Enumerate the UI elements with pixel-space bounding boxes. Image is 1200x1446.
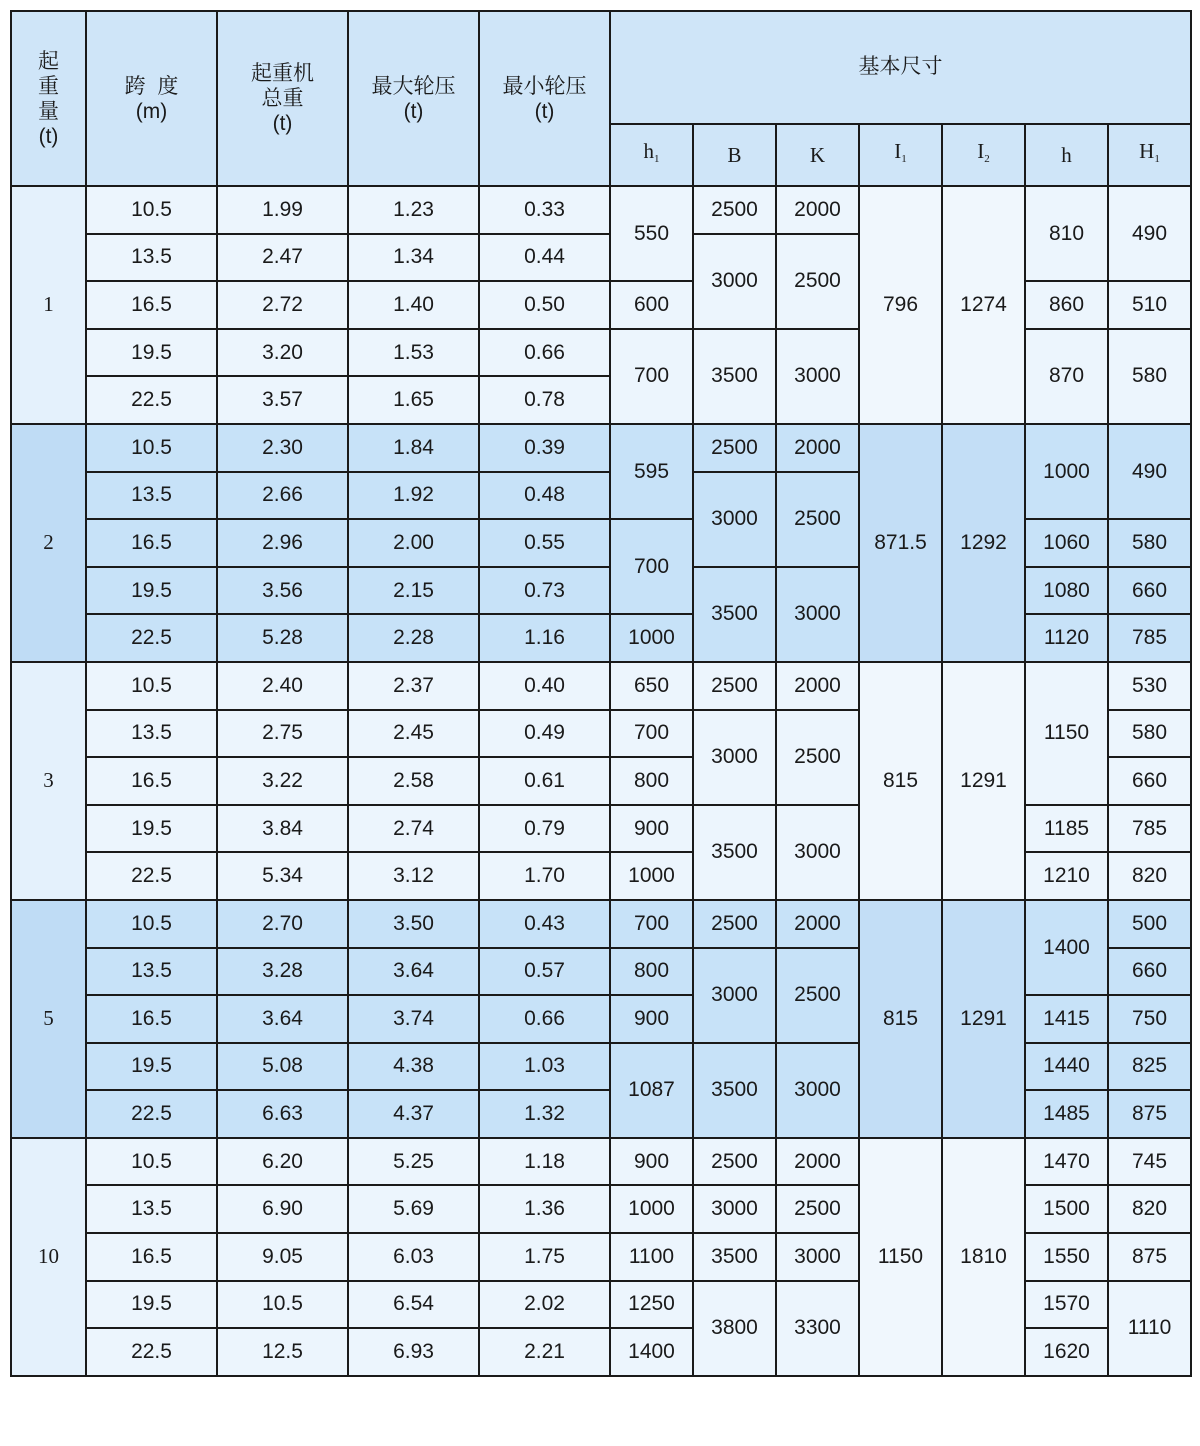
hh1-cell: 490 <box>1108 186 1191 281</box>
h1-cell: 900 <box>610 805 693 853</box>
crane-weight-header: 起重机 总重 (t) <box>217 11 348 186</box>
hh1-cell: 660 <box>1108 567 1191 615</box>
max-wheel-cell: 4.37 <box>348 1090 479 1138</box>
dim-i2-header: $I_2$ <box>942 124 1025 186</box>
min-wheel-cell: 1.75 <box>479 1233 610 1281</box>
span-cell: 13.5 <box>86 948 217 996</box>
h-cell: 1440 <box>1025 1043 1108 1091</box>
b-cell: 3500 <box>693 329 776 424</box>
span-cell: 16.5 <box>86 519 217 567</box>
span-cell: 10.5 <box>86 424 217 472</box>
dim-b-header: B <box>693 124 776 186</box>
hh1-cell: 785 <box>1108 614 1191 662</box>
k-cell: 2500 <box>776 948 859 1043</box>
span-cell: 13.5 <box>86 710 217 758</box>
k-cell: 2000 <box>776 424 859 472</box>
table-row <box>11 1138 1191 1186</box>
span-cell: 13.5 <box>86 472 217 520</box>
min-wheel-cell: 1.16 <box>479 614 610 662</box>
k-cell: 2000 <box>776 1138 859 1186</box>
h-cell: 1570 <box>1025 1281 1108 1329</box>
weight-cell: 1.99 <box>217 186 348 234</box>
h1-cell: 550 <box>610 186 693 281</box>
capacity-cell: 2 <box>11 424 86 662</box>
max-wheel-cell: 6.54 <box>348 1281 479 1329</box>
capacity-cell: 10 <box>11 1138 86 1376</box>
i2-cell: 1291 <box>942 662 1025 900</box>
weight-cell: 3.57 <box>217 376 348 424</box>
h1-cell: 700 <box>610 329 693 424</box>
max-wheel-load-header: 最大轮压 (t) <box>348 11 479 186</box>
capacity-group-1t <box>11 186 1191 424</box>
span-cell: 19.5 <box>86 1281 217 1329</box>
min-wheel-cell: 0.55 <box>479 519 610 567</box>
table-row <box>11 186 1191 234</box>
min-wheel-cell: 0.40 <box>479 662 610 710</box>
hh1-cell: 820 <box>1108 852 1191 900</box>
capacity-group-10t <box>11 1138 1191 1376</box>
weight-cell: 3.64 <box>217 995 348 1043</box>
hh1-cell: 490 <box>1108 424 1191 519</box>
min-wheel-cell: 0.43 <box>479 900 610 948</box>
b-cell: 2500 <box>693 662 776 710</box>
i1-cell: 815 <box>859 662 942 900</box>
min-wheel-cell: 0.78 <box>479 376 610 424</box>
min-wheel-cell: 0.79 <box>479 805 610 853</box>
min-wheel-cell: 0.33 <box>479 186 610 234</box>
hh1-cell: 825 <box>1108 1043 1191 1091</box>
min-wheel-cell: 1.18 <box>479 1138 610 1186</box>
min-wheel-cell: 0.48 <box>479 472 610 520</box>
b-cell: 3000 <box>693 472 776 567</box>
min-wheel-cell: 0.66 <box>479 329 610 377</box>
h-cell: 1120 <box>1025 614 1108 662</box>
b-cell: 3800 <box>693 1281 776 1376</box>
k-cell: 2000 <box>776 186 859 234</box>
hh1-cell: 660 <box>1108 757 1191 805</box>
min-wheel-cell: 1.03 <box>479 1043 610 1091</box>
h1-cell: 1250 <box>610 1281 693 1329</box>
max-wheel-cell: 2.74 <box>348 805 479 853</box>
dim-hh1-header: $H_1$ <box>1108 124 1191 186</box>
span-cell: 22.5 <box>86 1328 217 1376</box>
k-cell: 2500 <box>776 1185 859 1233</box>
i1-cell: 871.5 <box>859 424 942 662</box>
span-cell: 19.5 <box>86 329 217 377</box>
k-cell: 3300 <box>776 1281 859 1376</box>
max-wheel-cell: 1.65 <box>348 376 479 424</box>
hh1-cell: 785 <box>1108 805 1191 853</box>
min-wheel-cell: 0.61 <box>479 757 610 805</box>
max-wheel-cell: 1.84 <box>348 424 479 472</box>
basic-dimensions-header: 基本尺寸 <box>610 11 1191 124</box>
i2-cell: 1292 <box>942 424 1025 662</box>
min-wheel-cell: 0.57 <box>479 948 610 996</box>
h1-cell: 700 <box>610 519 693 614</box>
crane-spec-table <box>10 10 1192 1377</box>
h-cell: 1210 <box>1025 852 1108 900</box>
h-cell: 1500 <box>1025 1185 1108 1233</box>
weight-cell: 2.47 <box>217 234 348 282</box>
k-cell: 2500 <box>776 710 859 805</box>
max-wheel-cell: 3.64 <box>348 948 479 996</box>
hh1-cell: 750 <box>1108 995 1191 1043</box>
b-cell: 2500 <box>693 1138 776 1186</box>
span-cell: 10.5 <box>86 186 217 234</box>
h-cell: 1060 <box>1025 519 1108 567</box>
i2-cell: 1274 <box>942 186 1025 424</box>
h1-cell: 900 <box>610 995 693 1043</box>
weight-cell: 6.90 <box>217 1185 348 1233</box>
h1-cell: 1100 <box>610 1233 693 1281</box>
capacity-group-3t <box>11 662 1191 900</box>
b-cell: 3500 <box>693 805 776 900</box>
h-cell: 1080 <box>1025 567 1108 615</box>
hh1-cell: 500 <box>1108 900 1191 948</box>
min-wheel-cell: 2.02 <box>479 1281 610 1329</box>
max-wheel-cell: 3.12 <box>348 852 479 900</box>
h-cell: 1470 <box>1025 1138 1108 1186</box>
span-cell: 16.5 <box>86 1233 217 1281</box>
weight-cell: 2.75 <box>217 710 348 758</box>
h1-cell: 1087 <box>610 1043 693 1138</box>
hh1-cell: 510 <box>1108 281 1191 329</box>
span-cell: 22.5 <box>86 614 217 662</box>
weight-cell: 3.84 <box>217 805 348 853</box>
b-cell: 3000 <box>693 234 776 329</box>
weight-cell: 5.34 <box>217 852 348 900</box>
h-cell: 1550 <box>1025 1233 1108 1281</box>
b-cell: 3000 <box>693 710 776 805</box>
span-cell: 22.5 <box>86 852 217 900</box>
max-wheel-cell: 1.34 <box>348 234 479 282</box>
k-cell: 3000 <box>776 1233 859 1281</box>
i1-cell: 1150 <box>859 1138 942 1376</box>
max-wheel-cell: 5.25 <box>348 1138 479 1186</box>
table-row <box>11 662 1191 710</box>
dim-h1-header: $h_1$ <box>610 124 693 186</box>
min-wheel-cell: 1.70 <box>479 852 610 900</box>
hh1-cell: 660 <box>1108 948 1191 996</box>
weight-cell: 2.72 <box>217 281 348 329</box>
capacity-cell: 5 <box>11 900 86 1138</box>
k-cell: 2500 <box>776 472 859 567</box>
dim-h-header: h <box>1025 124 1108 186</box>
span-cell: 19.5 <box>86 567 217 615</box>
capacity-cell: 3 <box>11 662 86 900</box>
h-cell: 1185 <box>1025 805 1108 853</box>
weight-cell: 12.5 <box>217 1328 348 1376</box>
table-row <box>11 900 1191 948</box>
table-row <box>11 424 1191 472</box>
h-cell: 860 <box>1025 281 1108 329</box>
weight-cell: 5.08 <box>217 1043 348 1091</box>
h-cell: 1400 <box>1025 900 1108 995</box>
min-wheel-cell: 1.36 <box>479 1185 610 1233</box>
max-wheel-cell: 1.23 <box>348 186 479 234</box>
max-wheel-cell: 2.58 <box>348 757 479 805</box>
weight-cell: 2.70 <box>217 900 348 948</box>
i1-cell: 796 <box>859 186 942 424</box>
max-wheel-cell: 2.45 <box>348 710 479 758</box>
hh1-cell: 580 <box>1108 710 1191 758</box>
b-cell: 3000 <box>693 948 776 1043</box>
span-cell: 22.5 <box>86 376 217 424</box>
weight-cell: 9.05 <box>217 1233 348 1281</box>
weight-cell: 3.20 <box>217 329 348 377</box>
h-cell: 1620 <box>1025 1328 1108 1376</box>
max-wheel-cell: 5.69 <box>348 1185 479 1233</box>
weight-cell: 3.22 <box>217 757 348 805</box>
h1-cell: 595 <box>610 424 693 519</box>
h-cell: 1000 <box>1025 424 1108 519</box>
weight-cell: 3.56 <box>217 567 348 615</box>
k-cell: 3000 <box>776 805 859 900</box>
capacity-group-5t <box>11 900 1191 1138</box>
min-wheel-cell: 0.49 <box>479 710 610 758</box>
b-cell: 3000 <box>693 1185 776 1233</box>
span-cell: 19.5 <box>86 1043 217 1091</box>
h-cell: 1150 <box>1025 662 1108 805</box>
i2-cell: 1810 <box>942 1138 1025 1376</box>
h1-cell: 600 <box>610 281 693 329</box>
h1-cell: 700 <box>610 900 693 948</box>
weight-cell: 5.28 <box>217 614 348 662</box>
weight-cell: 2.30 <box>217 424 348 472</box>
span-cell: 16.5 <box>86 995 217 1043</box>
h1-cell: 1000 <box>610 614 693 662</box>
h-cell: 1415 <box>1025 995 1108 1043</box>
hh1-cell: 530 <box>1108 662 1191 710</box>
max-wheel-cell: 6.93 <box>348 1328 479 1376</box>
dim-k-header: K <box>776 124 859 186</box>
table-header <box>11 11 1191 186</box>
max-wheel-cell: 2.00 <box>348 519 479 567</box>
hh1-cell: 875 <box>1108 1090 1191 1138</box>
weight-cell: 2.66 <box>217 472 348 520</box>
span-cell: 22.5 <box>86 1090 217 1138</box>
b-cell: 2500 <box>693 900 776 948</box>
h1-cell: 1000 <box>610 852 693 900</box>
i2-cell: 1291 <box>942 900 1025 1138</box>
max-wheel-cell: 3.74 <box>348 995 479 1043</box>
h-cell: 810 <box>1025 186 1108 281</box>
b-cell: 2500 <box>693 186 776 234</box>
i1-cell: 815 <box>859 900 942 1138</box>
max-wheel-cell: 1.40 <box>348 281 479 329</box>
k-cell: 2000 <box>776 900 859 948</box>
dim-i1-header: $I_1$ <box>859 124 942 186</box>
min-wheel-cell: 0.73 <box>479 567 610 615</box>
h-cell: 870 <box>1025 329 1108 424</box>
k-cell: 2000 <box>776 662 859 710</box>
h1-cell: 700 <box>610 710 693 758</box>
h-cell: 1485 <box>1025 1090 1108 1138</box>
span-cell: 16.5 <box>86 757 217 805</box>
span-cell: 13.5 <box>86 1185 217 1233</box>
max-wheel-cell: 1.92 <box>348 472 479 520</box>
min-wheel-cell: 0.39 <box>479 424 610 472</box>
weight-cell: 2.96 <box>217 519 348 567</box>
weight-cell: 6.63 <box>217 1090 348 1138</box>
h1-cell: 800 <box>610 948 693 996</box>
weight-cell: 2.40 <box>217 662 348 710</box>
capacity-cell: 1 <box>11 186 86 424</box>
k-cell: 3000 <box>776 329 859 424</box>
h1-cell: 1400 <box>610 1328 693 1376</box>
max-wheel-cell: 6.03 <box>348 1233 479 1281</box>
b-cell: 2500 <box>693 424 776 472</box>
capacity-header: 起 重 量 (t) <box>11 11 86 186</box>
hh1-cell: 745 <box>1108 1138 1191 1186</box>
hh1-cell: 1110 <box>1108 1281 1191 1376</box>
span-cell: 16.5 <box>86 281 217 329</box>
hh1-cell: 580 <box>1108 329 1191 424</box>
h1-cell: 900 <box>610 1138 693 1186</box>
h1-cell: 650 <box>610 662 693 710</box>
min-wheel-cell: 0.50 <box>479 281 610 329</box>
min-wheel-cell: 2.21 <box>479 1328 610 1376</box>
k-cell: 2500 <box>776 234 859 329</box>
span-cell: 13.5 <box>86 234 217 282</box>
min-wheel-load-header: 最小轮压 (t) <box>479 11 610 186</box>
max-wheel-cell: 2.15 <box>348 567 479 615</box>
weight-cell: 3.28 <box>217 948 348 996</box>
span-cell: 10.5 <box>86 662 217 710</box>
min-wheel-cell: 0.44 <box>479 234 610 282</box>
b-cell: 3500 <box>693 1233 776 1281</box>
min-wheel-cell: 0.66 <box>479 995 610 1043</box>
max-wheel-cell: 2.37 <box>348 662 479 710</box>
hh1-cell: 875 <box>1108 1233 1191 1281</box>
hh1-cell: 580 <box>1108 519 1191 567</box>
weight-cell: 6.20 <box>217 1138 348 1186</box>
span-cell: 10.5 <box>86 900 217 948</box>
h1-cell: 1000 <box>610 1185 693 1233</box>
span-header: 跨 度 (m) <box>86 11 217 186</box>
weight-cell: 10.5 <box>217 1281 348 1329</box>
k-cell: 3000 <box>776 1043 859 1138</box>
max-wheel-cell: 4.38 <box>348 1043 479 1091</box>
k-cell: 3000 <box>776 567 859 662</box>
max-wheel-cell: 3.50 <box>348 900 479 948</box>
b-cell: 3500 <box>693 567 776 662</box>
span-cell: 19.5 <box>86 805 217 853</box>
min-wheel-cell: 1.32 <box>479 1090 610 1138</box>
max-wheel-cell: 1.53 <box>348 329 479 377</box>
capacity-group-2t <box>11 424 1191 662</box>
h1-cell: 800 <box>610 757 693 805</box>
b-cell: 3500 <box>693 1043 776 1138</box>
hh1-cell: 820 <box>1108 1185 1191 1233</box>
max-wheel-cell: 2.28 <box>348 614 479 662</box>
span-cell: 10.5 <box>86 1138 217 1186</box>
